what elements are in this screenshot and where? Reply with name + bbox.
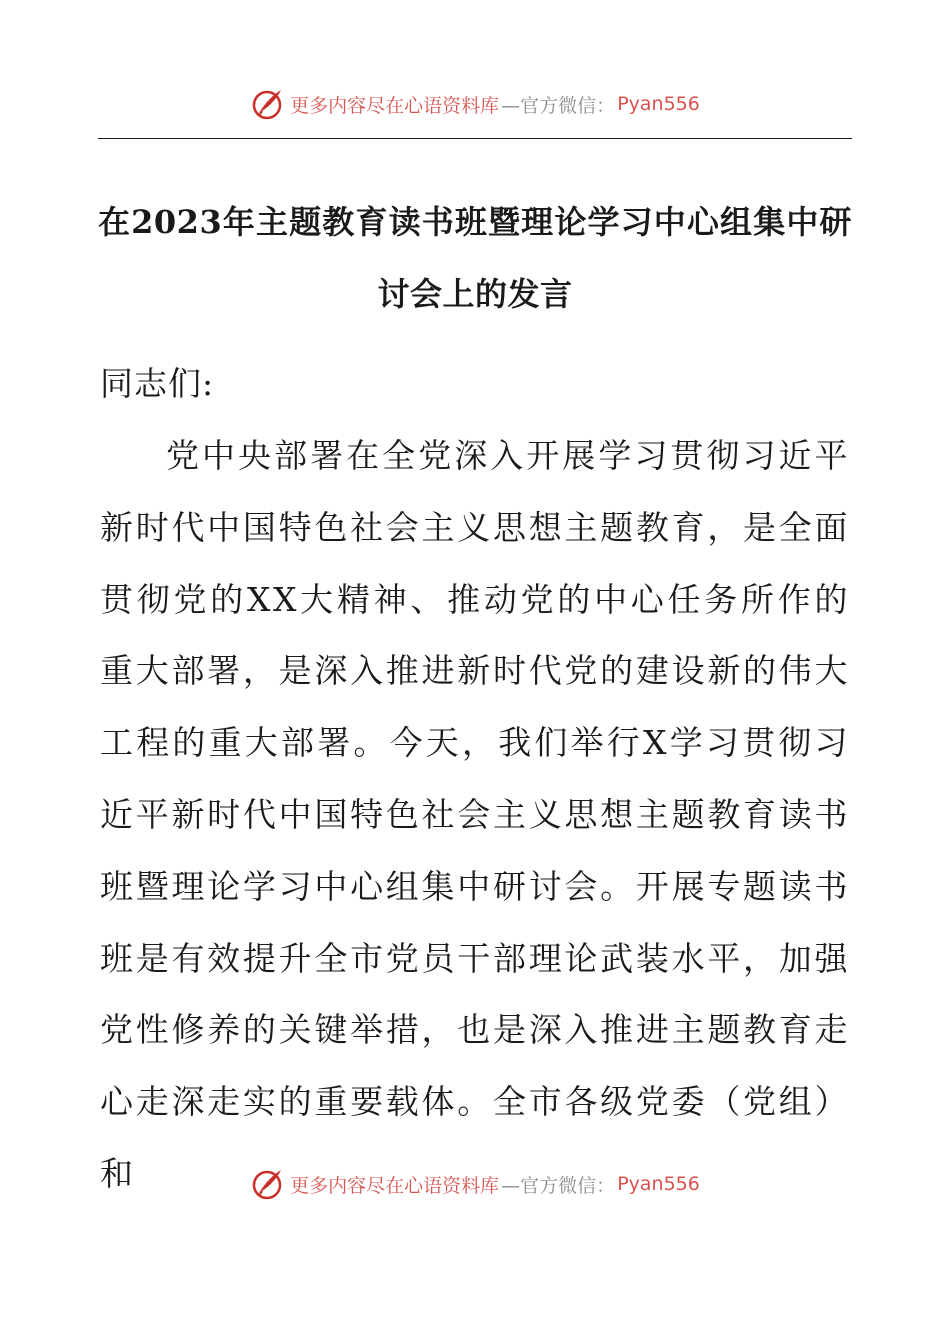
watermark-wechat-id: Pyan556 (617, 1173, 700, 1195)
quill-pen-logo-icon (250, 1167, 284, 1201)
header-divider (98, 138, 852, 139)
watermark-text: 更多内容尽在心语资料库 (290, 94, 500, 117)
header-watermark (0, 84, 950, 124)
watermark-separator: —官方微信： (501, 94, 616, 117)
quill-pen-logo-icon (250, 87, 284, 121)
watermark-separator: —官方微信： (501, 1174, 616, 1197)
footer-watermark (0, 1164, 950, 1204)
body-paragraph: 党中央部署在全党深入开展学习贯彻习近平新时代中国特色社会主义思想主题教育，是全面贯彻党的XX大精神、推动党的中心任务所作的重大部署，是深入推进新时代党的建设新的伟大工程的重大部署。今天，我们举行X学习贯彻习近平新时代中国特色社会主义思想主题教育读书班暨理论学习中心组集中研讨会。开展专题读书班是有效提升全市党员干部理论武装水平，加强党性修养的关键举措，也是深入推进主题教育走心走深走实的重要载体。全市各级党委（党组）和 (100, 436, 850, 1193)
document-title: 在2023年主题教育读书班暨理论学习中心组集中研讨会上的发言 (98, 203, 852, 313)
watermark-text: 更多内容尽在心语资料库 (290, 1174, 500, 1197)
salutation: 同志们: (100, 364, 215, 403)
watermark-wechat-id: Pyan556 (617, 93, 700, 115)
